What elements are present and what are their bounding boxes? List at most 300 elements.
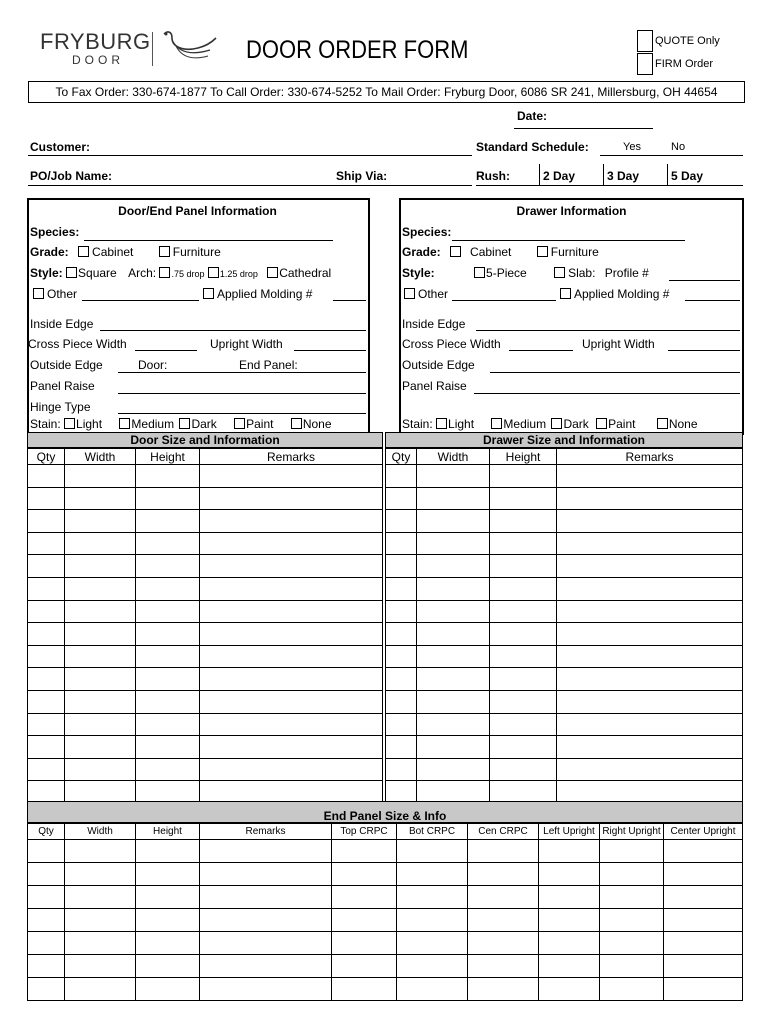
drawer-size-cell[interactable] (386, 577, 417, 600)
drawer-size-cell[interactable] (417, 600, 490, 623)
door-size-cell[interactable] (28, 465, 65, 488)
end-panel-cell[interactable] (136, 840, 200, 863)
door-other-checkbox[interactable] (33, 288, 44, 299)
door-size-cell[interactable] (65, 532, 136, 555)
door-size-cell[interactable] (28, 555, 65, 578)
drawer-style-slab-checkbox[interactable] (554, 267, 565, 278)
drawer-stain-none-checkbox[interactable] (657, 418, 668, 429)
door-panel-raise-field[interactable] (118, 393, 366, 394)
date-field[interactable] (514, 128, 653, 129)
door-size-col-header: Qty (28, 449, 65, 465)
end-panel-cell[interactable] (136, 955, 200, 978)
door-size-cell[interactable] (65, 690, 136, 713)
drawer-outside-edge-label: Outside Edge (402, 358, 475, 372)
end-panel-cell[interactable] (468, 840, 539, 863)
door-size-cell[interactable] (200, 510, 383, 533)
end-panel-cell[interactable] (539, 932, 600, 955)
door-size-cell[interactable] (136, 623, 200, 646)
drawer-size-cell[interactable] (386, 645, 417, 668)
drawer-size-cell[interactable] (557, 690, 743, 713)
drawer-size-cell[interactable] (386, 487, 417, 510)
drawer-size-cell[interactable] (386, 668, 417, 691)
drawer-size-cell[interactable] (490, 600, 557, 623)
door-size-cell[interactable] (28, 577, 65, 600)
door-cathedral-label: Cathedral (279, 266, 332, 280)
door-size-cell[interactable] (200, 487, 383, 510)
table-row (386, 758, 743, 781)
door-size-cell[interactable] (200, 465, 383, 488)
table-row (386, 713, 743, 736)
end-panel-cell[interactable] (28, 955, 65, 978)
rush-5day[interactable]: 5 Day (671, 169, 704, 183)
drawer-panel-title: Drawer Information (516, 204, 627, 218)
table-row (386, 645, 743, 668)
quote-only-checkbox[interactable] (637, 30, 653, 52)
drawer-size-cell[interactable] (557, 555, 743, 578)
door-grade-furniture-label: Furniture (172, 245, 221, 259)
end-panel-cell[interactable] (600, 840, 664, 863)
drawer-size-cell[interactable] (417, 532, 490, 555)
drawer-size-cell[interactable] (386, 510, 417, 533)
drawer-size-cell[interactable] (417, 487, 490, 510)
end-panel-cell[interactable] (136, 932, 200, 955)
end-panel-cell[interactable] (468, 886, 539, 909)
table-row (28, 465, 383, 488)
door-size-cell[interactable] (28, 758, 65, 781)
drawer-grade-furniture-checkbox[interactable] (537, 246, 548, 257)
door-size-cell[interactable] (28, 713, 65, 736)
door-size-cell[interactable] (136, 690, 200, 713)
door-size-cell[interactable] (136, 532, 200, 555)
firm-order-checkbox[interactable] (637, 53, 653, 75)
door-stain-label: Stain: (30, 417, 61, 431)
end-panel-cell[interactable] (136, 863, 200, 886)
door-arch-75-checkbox[interactable] (159, 267, 170, 278)
end-panel-cell[interactable] (397, 886, 468, 909)
drawer-size-cell[interactable] (490, 510, 557, 533)
end-panel-cell[interactable] (332, 886, 397, 909)
door-stain-dark-label: Dark (191, 417, 217, 431)
table-row (386, 555, 743, 578)
po-job-label: PO/Job Name: (30, 169, 113, 183)
end-panel-cell[interactable] (65, 886, 136, 909)
door-size-cell[interactable] (136, 713, 200, 736)
door-size-cell[interactable] (65, 555, 136, 578)
drawer-size-cell[interactable] (386, 690, 417, 713)
end-panel-cell[interactable] (332, 863, 397, 886)
end-panel-cell[interactable] (664, 886, 743, 909)
door-inside-edge-field[interactable] (100, 330, 366, 331)
drawer-size-cell[interactable] (386, 555, 417, 578)
end-panel-cell[interactable] (397, 932, 468, 955)
schedule-yes[interactable]: Yes (623, 141, 641, 153)
end-panel-cell[interactable] (397, 840, 468, 863)
logo-text: FRYBURG (40, 29, 151, 54)
end-panel-cell[interactable] (65, 840, 136, 863)
door-size-cell[interactable] (200, 690, 383, 713)
table-row (28, 840, 743, 863)
drawer-size-cell[interactable] (386, 532, 417, 555)
end-panel-cell[interactable] (28, 932, 65, 955)
drawer-size-cell[interactable] (417, 555, 490, 578)
end-panel-cell[interactable] (200, 932, 332, 955)
end-panel-cell[interactable] (664, 955, 743, 978)
door-size-cell[interactable] (200, 555, 383, 578)
end-panel-col-header: Qty (28, 824, 65, 840)
end-panel-cell[interactable] (65, 978, 136, 1001)
drawer-stain-dark-checkbox[interactable] (551, 418, 562, 429)
end-panel-cell[interactable] (28, 863, 65, 886)
end-panel-cell[interactable] (664, 932, 743, 955)
drawer-style-5piece-label: 5-Piece (486, 266, 527, 280)
table-row (28, 955, 743, 978)
drawer-style-5piece-checkbox[interactable] (474, 267, 485, 278)
door-size-col-header: Remarks (200, 449, 383, 465)
door-stain-none-checkbox[interactable] (291, 418, 302, 429)
drawer-size-cell[interactable] (490, 465, 557, 488)
drawer-inside-edge-field[interactable] (476, 330, 740, 331)
door-inside-edge-label: Inside Edge (30, 317, 94, 331)
table-row (28, 758, 383, 781)
drawer-size-cell[interactable] (557, 600, 743, 623)
door-grade-furniture-checkbox[interactable] (159, 246, 170, 257)
drawer-other-field[interactable] (452, 300, 556, 301)
door-size-cell[interactable] (65, 623, 136, 646)
door-size-cell[interactable] (136, 555, 200, 578)
table-row (28, 623, 383, 646)
drawer-size-cell[interactable] (557, 487, 743, 510)
door-size-cell[interactable] (200, 577, 383, 600)
schedule-no[interactable]: No (671, 141, 686, 153)
customer-field[interactable] (28, 155, 472, 156)
door-size-table (27, 448, 383, 804)
drawer-size-cell[interactable] (490, 487, 557, 510)
drawer-size-cell[interactable] (417, 465, 490, 488)
end-panel-cell[interactable] (600, 863, 664, 886)
drawer-size-cell[interactable] (417, 510, 490, 533)
door-cathedral-checkbox[interactable] (267, 267, 278, 278)
door-size-cell[interactable] (136, 736, 200, 759)
drawer-size-cell[interactable] (417, 645, 490, 668)
drawer-size-cell[interactable] (490, 645, 557, 668)
drawer-size-cell[interactable] (490, 577, 557, 600)
door-size-cell[interactable] (28, 532, 65, 555)
door-size-header: Door Size and Information (27, 432, 383, 448)
drawer-size-cell[interactable] (490, 668, 557, 691)
door-size-cell[interactable] (65, 465, 136, 488)
door-style-square-label: Square (78, 266, 117, 280)
drawer-stain-light-checkbox[interactable] (436, 418, 447, 429)
drawer-size-cell[interactable] (557, 465, 743, 488)
door-size-cell[interactable] (136, 668, 200, 691)
quote-only-label: QUOTE Only (655, 35, 720, 47)
end-panel-cell[interactable] (65, 955, 136, 978)
end-panel-cell[interactable] (397, 909, 468, 932)
end-panel-cell[interactable] (332, 932, 397, 955)
door-size-cell[interactable] (65, 668, 136, 691)
drawer-size-cell[interactable] (386, 600, 417, 623)
rush-label: Rush: (476, 169, 510, 183)
end-panel-cell[interactable] (200, 955, 332, 978)
end-panel-cell[interactable] (539, 840, 600, 863)
end-panel-cell[interactable] (136, 909, 200, 932)
rush-2day[interactable]: 2 Day (543, 169, 576, 183)
door-size-cell[interactable] (200, 645, 383, 668)
drawer-size-cell[interactable] (490, 713, 557, 736)
end-panel-cell[interactable] (539, 909, 600, 932)
door-stain-medium-checkbox[interactable] (119, 418, 130, 429)
end-panel-cell[interactable] (468, 863, 539, 886)
drawer-size-cell[interactable] (417, 736, 490, 759)
door-size-cell[interactable] (200, 736, 383, 759)
drawer-size-cell[interactable] (490, 623, 557, 646)
door-size-col-header: Height (136, 449, 200, 465)
end-panel-cell[interactable] (539, 955, 600, 978)
door-size-cell[interactable] (28, 510, 65, 533)
end-panel-cell[interactable] (28, 909, 65, 932)
door-size-cell[interactable] (65, 487, 136, 510)
door-size-cell[interactable] (136, 600, 200, 623)
drawer-size-cell[interactable] (417, 713, 490, 736)
end-panel-header-row (28, 824, 743, 840)
drawer-cross-piece-label: Cross Piece Width (402, 337, 501, 351)
door-size-cell[interactable] (136, 510, 200, 533)
end-panel-cell[interactable] (468, 909, 539, 932)
drawer-stain-label: Stain: (402, 417, 433, 431)
door-hinge-type-label: Hinge Type (30, 400, 91, 414)
door-size-cell[interactable] (65, 577, 136, 600)
drawer-size-cell[interactable] (386, 736, 417, 759)
end-panel-cell[interactable] (397, 955, 468, 978)
drawer-size-cell[interactable] (557, 758, 743, 781)
door-upright-width-field[interactable] (294, 350, 366, 351)
table-row (386, 668, 743, 691)
table-row (386, 487, 743, 510)
drawer-size-cell[interactable] (557, 736, 743, 759)
door-size-cell[interactable] (28, 736, 65, 759)
end-panel-cell[interactable] (468, 978, 539, 1001)
end-panel-header: End Panel Size & Info (27, 801, 743, 823)
end-panel-cell[interactable] (664, 978, 743, 1001)
drawer-size-col-header: Height (490, 449, 557, 465)
drawer-stain-paint-checkbox[interactable] (596, 418, 607, 429)
drawer-size-cell[interactable] (490, 555, 557, 578)
end-panel-cell[interactable] (539, 978, 600, 1001)
drawer-size-cell[interactable] (490, 532, 557, 555)
end-panel-cell[interactable] (664, 909, 743, 932)
door-size-cell[interactable] (200, 623, 383, 646)
door-outside-edge-field[interactable] (118, 372, 366, 373)
drawer-grade-cabinet-checkbox[interactable] (450, 246, 461, 257)
firm-order-label: FIRM Order (655, 58, 714, 70)
drawer-size-cell[interactable] (490, 690, 557, 713)
table-row (28, 909, 743, 932)
end-panel-col-header: Center Upright (664, 824, 743, 840)
end-panel-cell[interactable] (600, 886, 664, 909)
drawer-size-cell[interactable] (557, 623, 743, 646)
drawer-size-cell[interactable] (557, 645, 743, 668)
door-grade-cabinet-checkbox[interactable] (78, 246, 89, 257)
drawer-size-cell[interactable] (386, 465, 417, 488)
end-panel-cell[interactable] (136, 886, 200, 909)
end-panel-cell[interactable] (664, 840, 743, 863)
rush-3day[interactable]: 3 Day (607, 169, 640, 183)
door-size-cell[interactable] (65, 736, 136, 759)
end-panel-cell[interactable] (200, 978, 332, 1001)
door-size-cell[interactable] (65, 713, 136, 736)
end-panel-cell[interactable] (200, 840, 332, 863)
end-panel-cell[interactable] (200, 863, 332, 886)
door-size-cell[interactable] (136, 577, 200, 600)
table-row (28, 645, 383, 668)
door-size-cell[interactable] (200, 758, 383, 781)
door-size-cell[interactable] (136, 487, 200, 510)
drawer-species-field[interactable] (452, 240, 685, 241)
door-stain-dark-checkbox[interactable] (179, 418, 190, 429)
door-size-cell[interactable] (136, 465, 200, 488)
door-size-cell[interactable] (65, 758, 136, 781)
drawer-applied-molding-checkbox[interactable] (560, 288, 571, 299)
po-job-field[interactable] (28, 185, 472, 186)
door-stain-light-label: Light (76, 417, 103, 431)
end-panel-cell[interactable] (468, 955, 539, 978)
drawer-size-cell[interactable] (386, 623, 417, 646)
drawer-size-cell[interactable] (557, 713, 743, 736)
drawer-cross-piece-field[interactable] (509, 350, 573, 351)
door-size-cell[interactable] (200, 668, 383, 691)
door-species-field[interactable] (84, 240, 333, 241)
drawer-applied-molding-field[interactable] (685, 300, 740, 301)
table-row (28, 487, 383, 510)
end-panel-cell[interactable] (65, 932, 136, 955)
door-size-cell[interactable] (65, 510, 136, 533)
end-panel-table (27, 823, 743, 1001)
door-size-cell[interactable] (28, 668, 65, 691)
end-panel-cell[interactable] (332, 840, 397, 863)
end-panel-cell[interactable] (397, 863, 468, 886)
door-cross-piece-field[interactable] (135, 350, 197, 351)
end-panel-cell[interactable] (200, 886, 332, 909)
door-applied-molding-checkbox[interactable] (203, 288, 214, 299)
drawer-other-checkbox[interactable] (404, 288, 415, 299)
end-panel-col-header: Height (136, 824, 200, 840)
drawer-panel-raise-field[interactable] (474, 393, 740, 394)
door-other-field[interactable] (82, 300, 199, 301)
end-panel-col-header: Left Upright (539, 824, 600, 840)
door-applied-molding-label: Applied Molding # (217, 287, 313, 301)
drawer-size-col-header: Qty (386, 449, 417, 465)
end-panel-cell[interactable] (600, 909, 664, 932)
door-size-cell[interactable] (200, 600, 383, 623)
door-other-label: Other (47, 287, 78, 301)
drawer-outside-edge-field[interactable] (490, 372, 740, 373)
end-panel-cell[interactable] (468, 932, 539, 955)
door-style-square-checkbox[interactable] (66, 267, 77, 278)
door-size-cell[interactable] (65, 645, 136, 668)
drawer-size-cell[interactable] (386, 713, 417, 736)
end-panel-cell[interactable] (539, 863, 600, 886)
end-panel-cell[interactable] (28, 886, 65, 909)
end-panel-cell[interactable] (65, 909, 136, 932)
door-stain-none-label: None (302, 417, 332, 431)
table-row (28, 532, 383, 555)
door-size-cell[interactable] (200, 713, 383, 736)
drawer-size-table (385, 448, 743, 804)
end-panel-cell[interactable] (136, 978, 200, 1001)
drawer-size-cell[interactable] (417, 758, 490, 781)
drawer-size-cell[interactable] (490, 736, 557, 759)
drawer-stain-medium-checkbox[interactable] (491, 418, 502, 429)
door-stain-medium-label: Medium (131, 417, 175, 431)
drawer-size-cell[interactable] (417, 577, 490, 600)
drawer-size-cell[interactable] (417, 690, 490, 713)
table-row (28, 713, 383, 736)
end-panel-cell[interactable] (332, 955, 397, 978)
end-panel-cell[interactable] (664, 863, 743, 886)
door-size-cell[interactable] (136, 758, 200, 781)
door-size-cell[interactable] (200, 532, 383, 555)
drawer-upright-width-field[interactable] (668, 350, 740, 351)
end-panel-cell[interactable] (332, 909, 397, 932)
drawer-size-cell[interactable] (490, 758, 557, 781)
drawer-size-cell[interactable] (417, 623, 490, 646)
door-arch-125-checkbox[interactable] (208, 267, 219, 278)
table-row (386, 577, 743, 600)
door-applied-molding-field[interactable] (333, 300, 366, 301)
drawer-size-col-header: Remarks (557, 449, 743, 465)
end-panel-cell[interactable] (600, 932, 664, 955)
table-row (386, 690, 743, 713)
drawer-profile-field[interactable] (669, 280, 740, 281)
end-panel-cell[interactable] (332, 978, 397, 1001)
end-panel-cell[interactable] (65, 863, 136, 886)
end-panel-cell[interactable] (28, 978, 65, 1001)
drawer-size-cell[interactable] (557, 510, 743, 533)
door-size-cell[interactable] (28, 600, 65, 623)
drawer-size-cell[interactable] (557, 577, 743, 600)
table-row (28, 736, 383, 759)
door-size-cell[interactable] (28, 623, 65, 646)
drawer-size-cell[interactable] (557, 532, 743, 555)
door-stain-paint-checkbox[interactable] (234, 418, 245, 429)
drawer-size-cell[interactable] (386, 758, 417, 781)
drawer-size-col-header: Width (417, 449, 490, 465)
date-label: Date: (517, 109, 548, 123)
end-panel-cell[interactable] (397, 978, 468, 1001)
drawer-grade-furniture-label: Furniture (550, 245, 599, 259)
door-arch-75-label: .75 drop (171, 269, 205, 279)
door-size-cell[interactable] (28, 690, 65, 713)
door-size-cell[interactable] (65, 600, 136, 623)
end-panel-cell[interactable] (539, 886, 600, 909)
door-size-cell[interactable] (136, 645, 200, 668)
end-panel-cell[interactable] (200, 909, 332, 932)
door-size-cell[interactable] (28, 645, 65, 668)
end-panel-cell[interactable] (600, 955, 664, 978)
drawer-profile-label: Profile # (604, 266, 649, 280)
drawer-size-cell[interactable] (417, 668, 490, 691)
end-panel-cell[interactable] (600, 978, 664, 1001)
door-stain-light-checkbox[interactable] (64, 418, 75, 429)
door-hinge-type-field[interactable] (118, 413, 366, 414)
drawer-size-cell[interactable] (557, 668, 743, 691)
table-row (28, 932, 743, 955)
door-size-col-header: Width (65, 449, 136, 465)
drawer-size-header-row (386, 449, 743, 465)
door-size-cell[interactable] (28, 487, 65, 510)
end-panel-cell[interactable] (28, 840, 65, 863)
drawer-stain-none-label: None (668, 417, 698, 431)
